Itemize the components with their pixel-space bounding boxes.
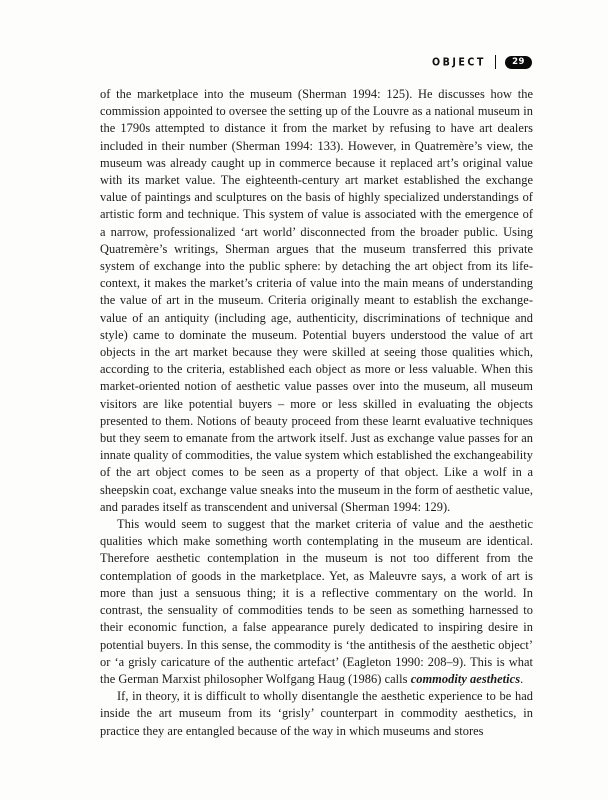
paragraph-2-text: This would seem to suggest that the market criteria of value and the aesthetic qualities which make something worth contemplating in the museum are identical. Therefore aesthetic contemplation in the museum is not too different from the contemplation of goods in the marketplace. Yet, as Maleuvre says, a work of art is more than just a sensuous thing; it is a reflective commentary on the world. In contrast, the sensuality of commodities tends to be seen as something harnessed to their economic function, a false appearance purely dedicated to inspiring desire in potential buyers. In this sense, the commodity is ‘the antithesis of the aesthetic object’ or ‘a grisly caricature of the authentic artefact’ (Eagleton 1990: 208–9). This is what the German Marxist philosopher Wolfgang Haug (1986) calls <box>100 517 533 686</box>
paragraph-2-period: . <box>520 671 524 686</box>
paragraph-2 <box>100 516 533 688</box>
paragraph-1 <box>100 86 533 516</box>
header-divider <box>495 55 496 69</box>
running-head: OBJECT <box>432 55 486 69</box>
page-number-badge: 29 <box>505 56 532 69</box>
page-body <box>100 86 533 740</box>
paragraph-1-text: of the marketplace into the museum (Sherman 1994: 125). He discusses how the commission appointed to oversee the setting up of the Louvre as a national museum in the 1790s attempted to distance it from the market by refusing to have art dealers included in their number (Sherman 1994: 133). However, in Quatremère’s view, the museum was already caught up in commerce because it replaced art’s original value with its market value. The eighteenth-century art market established the exchange value of paintings and sculptures on the basis of highly specialized understandings of artistic form and technique. This system of value is associated with the emergence of a narrow, professionalized ‘art world’ disconnected from the broader public. Using Quatremère’s writings, Sherman argues that the museum transferred this private system of exchange into the public sphere: by detaching the art object from its life-context, it makes the market’s criteria of value into the main means of understanding the value of art in the museum. Criteria originally meant to establish the exchange-value of an antiquity (including age, authenticity, discriminations of technique and style) came to dominate the museum. Potential buyers understood the value of art objects in the art market because they were skilled at seeing those qualities which, according to the criteria, established each object as more or less valuable. When this market-oriented notion of aesthetic value passes over into the museum, all museum visitors are like potential buyers – more or less skilled in evaluating the objects presented to them. Notions of beauty proceed from these learnt evaluative techniques but they seem to emanate from the artwork itself. Just as exchange value passes for an innate quality of commodities, the value system which established the exchangeability of the art object comes to be seen as a property of that object. Like a wolf in a sheepskin coat, exchange value sneaks into the museum in the form of aesthetic value, and parades itself as transcendent and universal (Sherman 1994: 129). <box>100 87 533 514</box>
paragraph-3-text: If, in theory, it is difficult to wholly disentangle the aesthetic experience to be had inside the art museum from its ‘grisly’ counterpart in commodity aesthetics, in practice they are entangled because of the way in which museums and stores <box>100 689 533 738</box>
page-header <box>432 54 532 70</box>
paragraph-3 <box>100 688 533 740</box>
emphasized-term: commodity aesthetics <box>410 671 521 686</box>
